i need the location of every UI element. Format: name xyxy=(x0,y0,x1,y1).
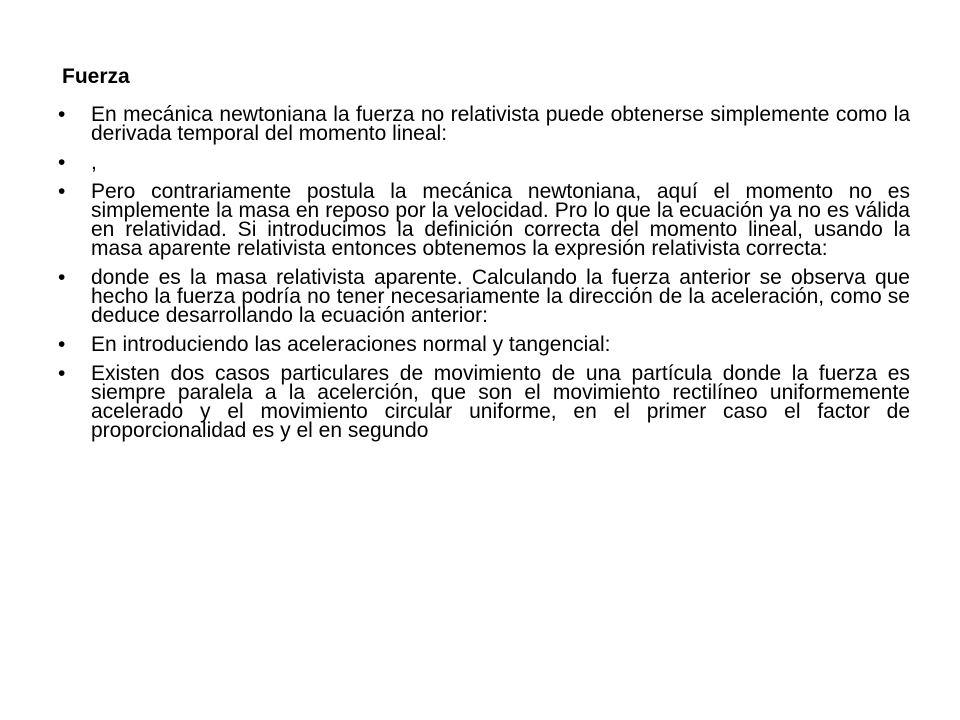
bullet-item xyxy=(58,182,910,258)
bullet-text: Existen dos casos particulares de movimiento de una partícula donde la fuerza es siempre paralela a la acelerción, que son el movimiento rectilíneo uniformemente acelerado y el movimiento circular uniforme, en el primer caso el factor de proporcionalidad es y el en segundo xyxy=(91,362,910,442)
bullet-text: En mecánica newtoniana la fuerza no relativista puede obtenerse simplemente como la derivada temporal del momento lineal: xyxy=(91,103,910,145)
bullet-item xyxy=(58,364,910,440)
bullet-list xyxy=(58,105,910,450)
bullet-icon: • xyxy=(58,151,66,174)
bullet-icon: • xyxy=(58,103,66,126)
bullet-text: Pero contrariamente postula la mecánica newtoniana, aquí el momento no es simplemente la masa en reposo por la velocidad. Pro lo que la ecuación ya no es válida en relatividad. Si introducimos la definición correcta del momento lineal, usando la masa aparente relativista entonces obtenemos la expresión relativista correcta: xyxy=(91,180,910,260)
bullet-icon: • xyxy=(58,333,66,356)
bullet-text: donde es la masa relativista aparente. Calculando la fuerza anterior se observa que hecho la fuerza podría no tener necesariamente la dirección de la aceleración, como se deduce desarrollando la ecuación anterior: xyxy=(91,266,910,327)
bullet-icon: • xyxy=(58,266,66,289)
bullet-text: En introduciendo las aceleraciones normal y tangencial: xyxy=(91,333,611,356)
bullet-icon: • xyxy=(58,362,66,385)
bullet-icon: • xyxy=(58,180,66,203)
bullet-item xyxy=(58,105,910,143)
bullet-item xyxy=(58,268,910,325)
bullet-text: , xyxy=(91,151,97,174)
bullet-item xyxy=(58,335,910,354)
bullet-item xyxy=(58,153,910,172)
slide-title: Fuerza xyxy=(62,65,130,88)
